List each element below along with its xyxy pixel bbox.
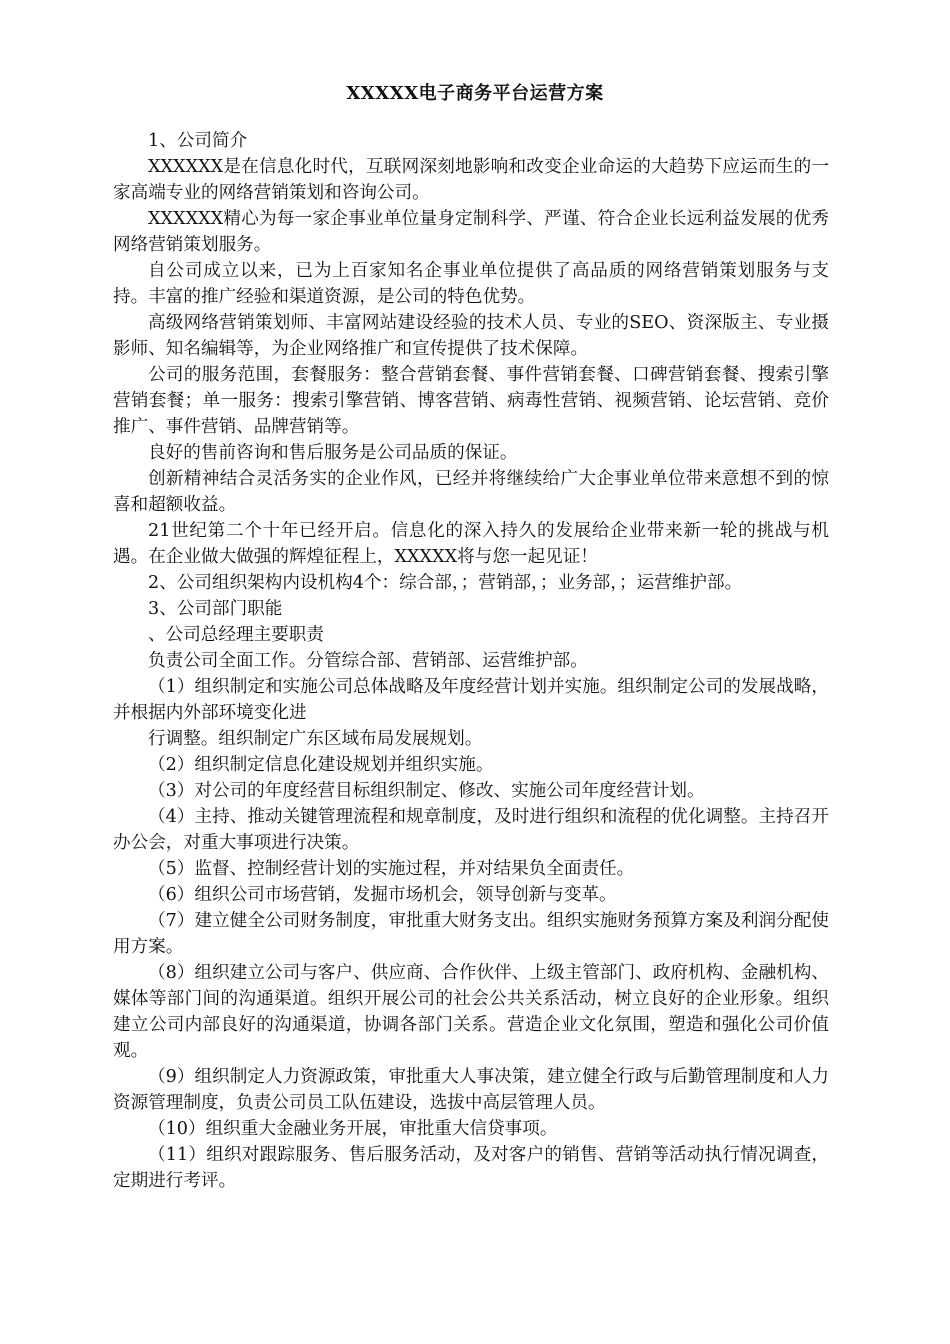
- list-item: （6）组织公司市场营销，发掘市场机会，领导创新与变革。: [148, 885, 617, 905]
- list-item: （11）组织对跟踪服务、售后服务活动，及对客户的销售、营销等活动执行情况调查，定期进行考评。: [113, 1145, 829, 1191]
- list-item: （9）组织制定人力资源政策，审批重大人事决策，建立健全行政与后勤管理制度和人力资源管理制度，负责公司员工队伍建设，选拔中高层管理人员。: [113, 1067, 829, 1113]
- section-heading-org-structure: 2、公司组织架构内设机构4个：综合部，；营销部，；业务部，；运营维护部。: [148, 573, 743, 593]
- paragraph: XXXXXX精心为每一家企事业单位量身定制科学、严谨、符合企业长远利益发展的优秀网络营销策划服务。: [113, 209, 829, 255]
- list-item: （10）组织重大金融业务开展，审批重大信贷事项。: [148, 1119, 558, 1139]
- list-item: （3）对公司的年度经营目标组织制定、修改、实施公司年度经营计划。: [148, 781, 705, 801]
- list-item: （5）监督、控制经营计划的实施过程，并对结果负全面责任。: [148, 859, 635, 879]
- paragraph: 良好的售前咨询和售后服务是公司品质的保证。: [148, 443, 518, 463]
- list-item: （2）组织制定信息化建设规划并组织实施。: [148, 755, 494, 775]
- list-item: （8）组织建立公司与客户、供应商、合作伙伴、上级主管部门、政府机构、金融机构、媒体等部门间的沟通渠道。组织开展公司的社会公共关系活动，树立良好的企业形象。组织建立公司内部良好的沟通渠道，协调各部门关系。营造企业文化氛围，塑造和强化公司价值观。: [113, 963, 829, 1061]
- paragraph: 21世纪第二个十年已经开启。信息化的深入持久的发展给企业带来新一轮的挑战与机遇。在企业做大做强的辉煌征程上，XXXXX将与您一起见证！: [113, 521, 829, 567]
- paragraph: 负责公司全面工作。分管综合部、营销部、运营维护部。: [148, 651, 588, 671]
- paragraph: XXXXXX是在信息化时代，互联网深刻地影响和改变企业命运的大趋势下应运而生的一家高端专业的网络营销策划和咨询公司。: [113, 157, 829, 203]
- paragraph: 创新精神结合灵活务实的企业作风，已经并将继续给广大企事业单位带来意想不到的惊喜和超额收益。: [113, 469, 829, 515]
- paragraph: 行调整。组织制定广东区域布局发展规划。: [148, 729, 483, 749]
- list-item: （4）主持、推动关键管理流程和规章制度，及时进行组织和流程的优化调整。主持召开办公会，对重大事项进行决策。: [113, 807, 829, 853]
- document-title: XXXXX电子商务平台运营方案: [346, 83, 604, 104]
- paragraph: 高级网络营销策划师、丰富网站建设经验的技术人员、专业的SEO、资深版主、专业摄影师、知名编辑等，为企业网络推广和宣传提供了技术保障。: [113, 313, 829, 359]
- section-heading-company-intro: 1、公司简介: [148, 131, 248, 151]
- document-body: [113, 128, 829, 1194]
- list-item: （7）建立健全公司财务制度，审批重大财务支出。组织实施财务预算方案及利润分配使用方案。: [113, 911, 829, 957]
- subsection-heading-gm-duties: 、公司总经理主要职责: [148, 625, 324, 645]
- paragraph: 自公司成立以来，已为上百家知名企事业单位提供了高品质的网络营销策划服务与支持。丰富的推广经验和渠道资源，是公司的特色优势。: [113, 261, 829, 307]
- paragraph: 公司的服务范围，套餐服务：整合营销套餐、事件营销套餐、口碑营销套餐、搜索引擎营销套餐；单一服务：搜索引擎营销、博客营销、病毒性营销、视频营销、论坛营销、竞价推广、事件营销、品牌营销等。: [113, 365, 829, 437]
- section-heading-dept-functions: 3、公司部门职能: [148, 599, 283, 619]
- list-item: （1）组织制定和实施公司总体战略及年度经营计划并实施。组织制定公司的发展战略，并根据内外部环境变化进: [113, 677, 829, 723]
